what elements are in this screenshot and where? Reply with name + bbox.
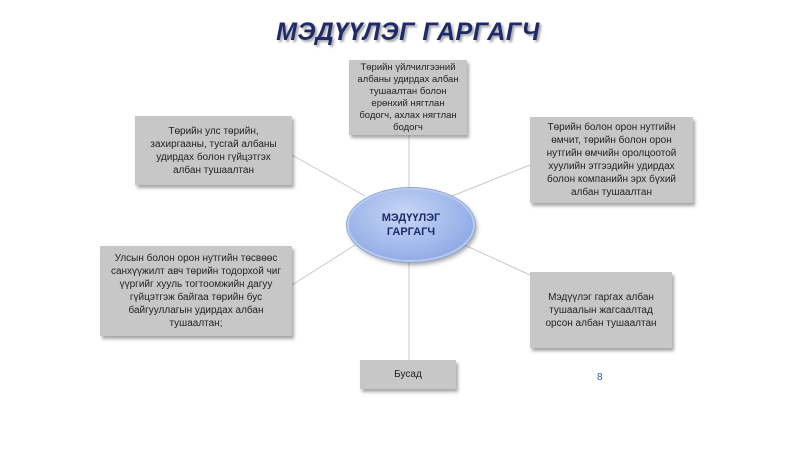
connector-lower-left [292, 245, 355, 285]
center-label: МЭДҮҮЛЭГ ГАРГАГЧ [381, 212, 441, 238]
node-upper-right-label: Төрийн болон орон нутгийн өмчит, төрийн болон орон нутгийн өмчийн оролцоотой хуулийн этгээдийн удирдах болон компанийн эрх бүхий албан тушаалтан [546, 122, 677, 198]
page-number: 8 [597, 372, 603, 383]
connector-lower-right [460, 243, 530, 275]
connector-upper-left [292, 155, 365, 196]
node-top [349, 60, 467, 135]
node-upper-left [135, 116, 292, 185]
node-top-label: Төрийн үйлчилгээний албаны удирдах албан тушаалтан болон ерөнхий нягтлан бодогч, ахлах нягтлан бодогч [357, 61, 459, 133]
node-upper-right [530, 117, 693, 203]
node-upper-left-label: Төрийн улс төрийн, захиргааны, тусгай албаны удирдах болон гүйцэтгэх албан тушаалтан [150, 125, 277, 176]
slide-title: МЭДҮҮЛЭГ ГАРГАГЧ [276, 18, 540, 46]
node-lower-right-label: Мэдүүлэг гаргах албан тушаалын жагсаалтад орсон албан тушаалтан [545, 291, 657, 329]
center-ellipse [347, 188, 475, 262]
node-bottom-label: Бусад [394, 369, 422, 380]
node-bottom [360, 360, 456, 389]
node-lower-left-label: Улсын болон орон нутгийн төсвөөс санхүүжилт авч төрийн тодорхой чиг үүргийг хууль тогтоомжийн дагуу гүйцэтгэж байгаа төрийн бус байгууллагын удирдах албан тушаалтан; [110, 253, 282, 329]
connector-upper-right [452, 165, 530, 196]
node-lower-left [100, 246, 292, 336]
node-lower-right [530, 272, 672, 348]
